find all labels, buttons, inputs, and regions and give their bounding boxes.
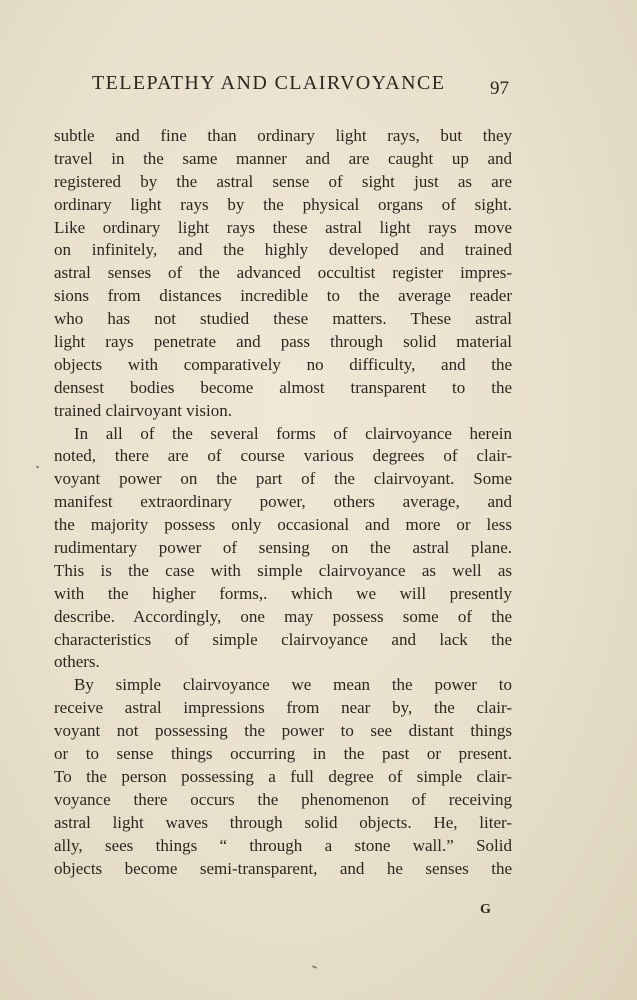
text-line: manifest extraordinary power, others average, and [54,492,512,512]
text-line: This is the case with simple clairvoyance as well as [54,560,512,580]
text-line: astral senses of the advanced occultist register impres- [54,263,512,283]
text-line: on infinitely, and the highly developed and trained [54,240,512,260]
text-line: sions from distances incredible to the average reader [54,286,512,306]
running-title: TELEPATHY AND CLAIRVOYANCE [92,72,446,94]
text-line: rudimentary power of sensing on the astral plane. [54,538,512,558]
text-line: with the higher forms,. which we will presently [54,583,512,603]
text-line: trained clairvoyant vision. [54,400,232,420]
paper-speck [36,466,40,469]
text-line: voyant not possessing the power to see distant things [54,721,512,741]
text-line: voyant power on the part of the clairvoyant. Some [54,469,512,489]
text-line: objects become semi-transparent, and he senses the [54,858,512,878]
text-line: astral light waves through solid objects. He, liter- [54,812,512,832]
text-line: subtle and fine than ordinary light rays, but they [54,126,512,145]
text-line: objects with comparatively no difficulty, and the [54,354,512,374]
text-line: ordinary light rays by the physical organs of sight. [54,194,512,214]
text-line: registered by the astral sense of sight just as are [54,171,512,191]
text-line: characteristics of simple clairvoyance and lack the [54,629,512,649]
signature-mark: G [480,902,491,917]
text-line: receive astral impressions from near by, the clair- [54,698,512,718]
text-line: describe. Accordingly, one may possess some of the [54,606,512,626]
text-line: In all of the several forms of clairvoyance herein [74,423,512,443]
text-line: who has not studied these matters. These astral [54,309,512,329]
text-line: densest bodies become almost transparent to the [54,377,512,397]
body-text [54,125,512,880]
text-line: light rays penetrate and pass through solid material [54,332,512,352]
page-header [92,72,522,102]
text-line: By simple clairvoyance we mean the power to [74,675,512,695]
text-line: To the person possessing a full degree of simple clair- [54,766,512,786]
text-line: or to sense things occurring in the past or present. [54,744,512,764]
text-line: others. [54,652,100,672]
page-number: 97 [490,78,509,99]
text-line: ally, sees things “ through a stone wall.” Solid [54,835,512,855]
text-line: travel in the same manner and are caught up and [54,148,512,168]
text-line: voyance there occurs the phenomenon of receiving [54,789,512,809]
text-line: Like ordinary light rays these astral light rays move [54,217,512,237]
paper-speck [312,965,317,969]
text-line: the majority possess only occasional and more or less [54,515,512,535]
text-line: noted, there are of course various degrees of clair- [54,446,512,466]
